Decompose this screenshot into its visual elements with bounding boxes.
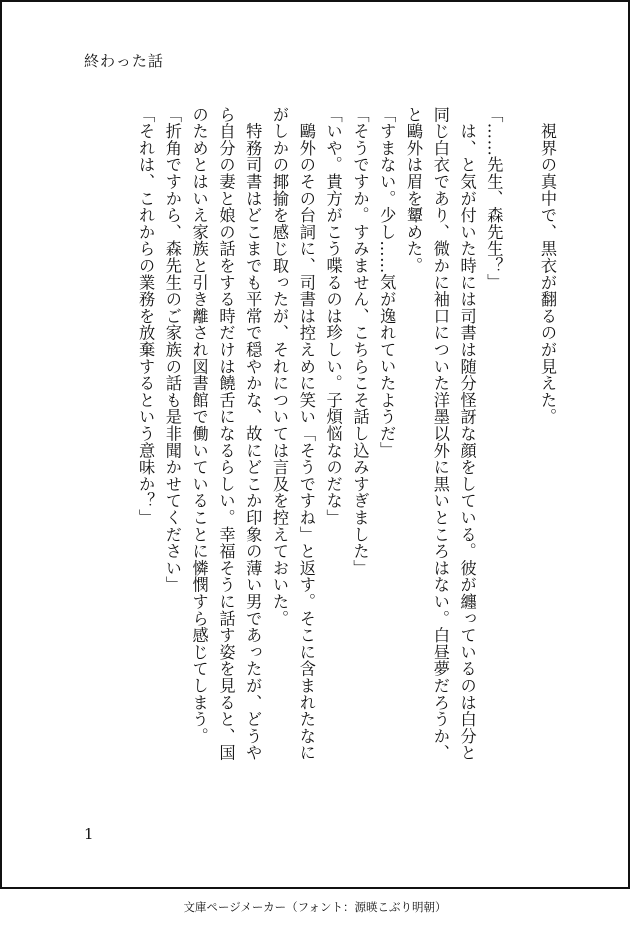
- body-line: 「折角ですから、森先生のご家族の話も是非聞かせてください」: [162, 106, 182, 594]
- body-line: 鷗外のその台詞に、司書は控えめに笑い「そうですね」と返す。そこに含まれたなに: [296, 106, 316, 762]
- body-line: がしかの揶揄を感じ取ったが、それについては言及を控えておいた。: [270, 106, 290, 627]
- body-line: [506, 106, 533, 786]
- body-line: 同じ白衣であり、微かに袖口についた洋墨以外に黒いところはない。白昼夢だろうか、: [430, 106, 450, 762]
- body-line: は、と気が付いた時には司書は随分怪訝な顔をしている。彼が纏っているのは白分と: [457, 106, 477, 762]
- body-line: 「それは、これからの業務を放棄するという意味か？」: [136, 106, 156, 526]
- body-line: と鷗外は眉を顰めた。: [404, 106, 424, 274]
- body-line: ら自分の妻と娘の話をする時だけは饒舌になるらしい。幸福そうに話す姿を見ると、国: [216, 106, 236, 762]
- running-title: 終わった話: [84, 52, 164, 70]
- body-line: 特務司書はどこまでも平常で穏やかな、故にどこか印象の薄い男であったが、どうや: [243, 106, 263, 762]
- body-line: のためとはいえ家族と引き離され図書館で働いていることに憐憫すら感じてしまう。: [189, 106, 209, 745]
- body-line: 視界の真中で、黒衣が翻るのが見えた。: [538, 106, 557, 426]
- body-line: 「そうですか。すみません、こちらこそ話し込みすぎました」: [350, 106, 370, 577]
- body-text: [70, 106, 560, 786]
- body-line: 「……先生、森先生？」: [484, 106, 504, 291]
- page-number: 1: [84, 825, 94, 843]
- body-line: 「いや。貴方がこう喋るのは珍しい。子煩悩なのだな」: [323, 106, 343, 526]
- footer-credit: 文庫ページメーカー（フォント：源暎こぶり明朝）: [183, 900, 447, 914]
- body-line: 「すまない。少し……気が逸れていたようだ」: [377, 106, 397, 459]
